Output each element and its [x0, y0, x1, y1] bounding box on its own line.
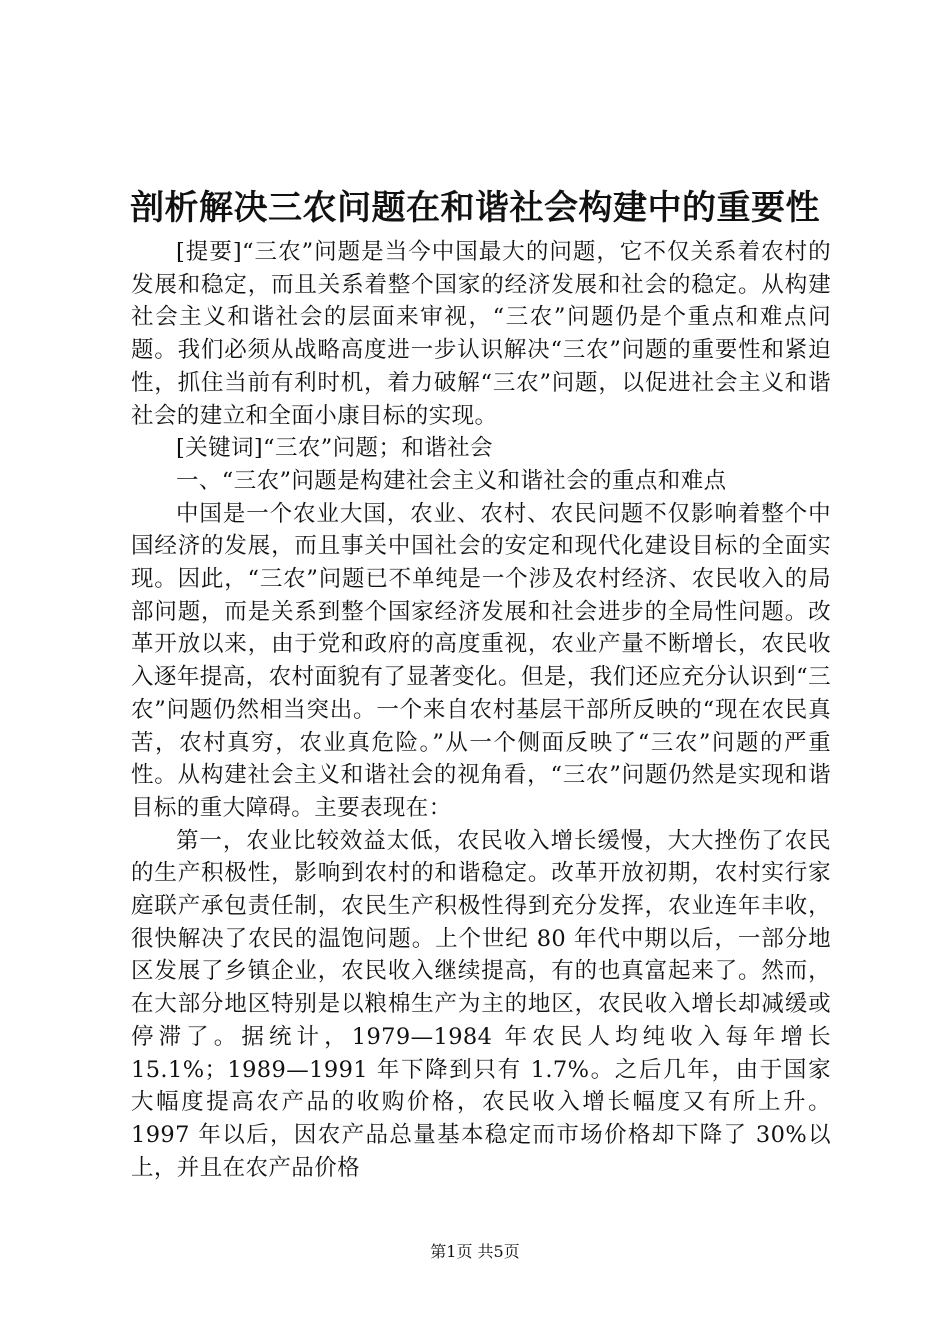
keywords-paragraph: [关键词]“三农”问题；和谐社会 [176, 435, 493, 462]
page-footer: 第1页 共5页 [430, 1242, 520, 1261]
document-body [131, 236, 831, 1184]
body-paragraph: 中国是一个农业大国，农业、农村、农民问题不仅影响着整个中国经济的发展，而且事关中国社会的安定和现代化建设目标的全面实现。因此，“三农”问题已不单纯是一个涉及农村经济、农民收入的局部问题，而是关系到整个国家经济发展和社会进步的全局性问题。改革开放以来，由于党和政府的高度重视，农业产量不断增长，农民收入逐年提高，农村面貌有了显著变化。但是，我们还应充分认识到“三农”问题仍然相当突出。一个来自农村基层干部所反映的“现在农民真苦，农村真穷，农业真危险。”从一个侧面反映了“三农”问题的严重性。从构建社会主义和谐社会的视角看，“三农”问题仍然是实现和谐目标的重大障碍。主要表现在： [131, 500, 831, 821]
document-title: 剖析解决三农问题在和谐社会构建中的重要性 [130, 188, 820, 228]
body-paragraph: 第一，农业比较效益太低，农民收入增长缓慢，大大挫伤了农民的生产积极性，影响到农村的和谐稳定。改革开放初期，农村实行家庭联产承包责任制，农民生产积极性得到充分发挥，农业连年丰收，很快解决了农民的温饱问题。上个世纪 80 年代中期以后，一部分地区发展了乡镇企业，农民收入继续提高，有的也真富起来了。然而，在大部分地区特别是以粮棉生产为主的地区，农民收入增长却减缓或停滞了。据统计，1979—1984 年农民人均纯收入每年增长 15.1%；1989—1991 年下降到只有 1.7%。之后几年，由于国家大幅度提高农产品的收购价格，农民收入增长幅度又有所上升。1997 年以后，因农产品总量基本稳定而市场价格却下降了 30%以上，并且在农产品价格 [131, 827, 831, 1181]
section-heading: 一、“三农”问题是构建社会主义和谐社会的重点和难点 [176, 467, 727, 494]
abstract-paragraph: [提要]“三农”问题是当今中国最大的问题，它不仅关系着农村的发展和稳定，而且关系着整个国家的经济发展和社会的稳定。从构建社会主义和谐社会的层面来审视，“三农”问题仍是个重点和难点问题。我们必须从战略高度进一步认识解决“三农”问题的重要性和紧迫性，抓住当前有利时机，着力破解“三农”问题，以促进社会主义和谐社会的建立和全面小康目标的实现。 [131, 239, 831, 429]
